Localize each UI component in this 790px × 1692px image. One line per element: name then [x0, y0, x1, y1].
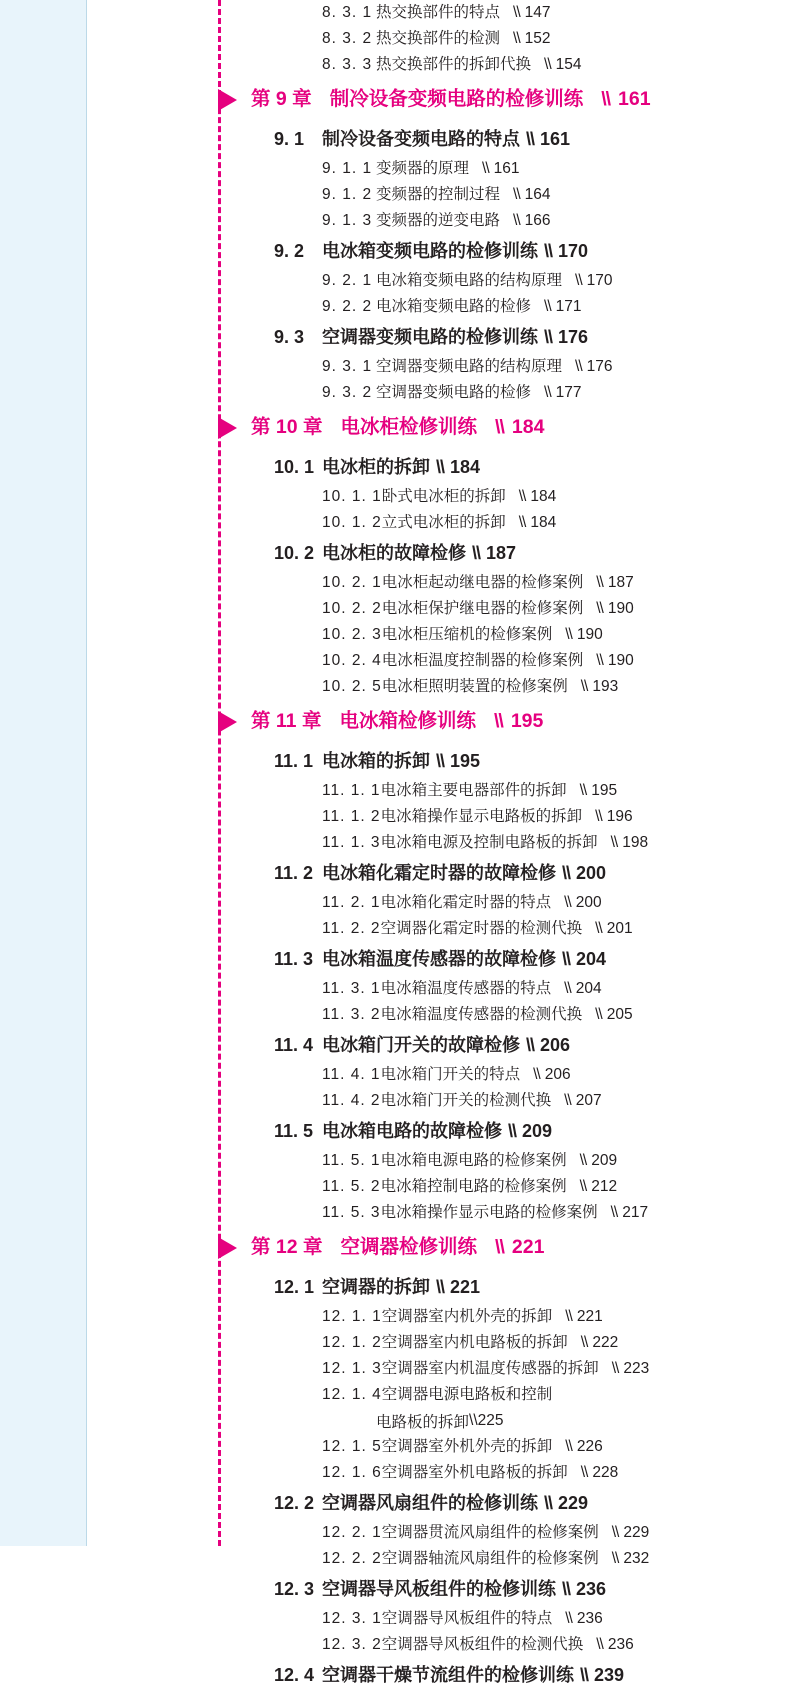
leader-separator: \\ [472, 543, 481, 563]
section-title: 空调器导风板组件的检修训练 [322, 1579, 556, 1599]
subsection-title: 电冰箱变频电路的检修 [376, 298, 532, 316]
subsection-page-number: 204 [575, 980, 602, 998]
chapter-title: 空调器检修训练 [340, 1236, 478, 1259]
section-title: 制冷设备变频电路的特点 [322, 129, 520, 149]
leader-separator: \\ [495, 416, 504, 439]
leader-separator: \\ [513, 30, 520, 48]
subsection-number: 10. 2. 3 [322, 626, 382, 644]
section-number: 9. 3 [274, 327, 305, 347]
section-title: 电冰箱门开关的故障检修 [322, 1035, 520, 1055]
section-title: 电冰箱温度传感器的故障检修 [322, 949, 556, 969]
subsection-title: 空调器化霜定时器的检测代换 [380, 920, 583, 938]
toc-subsection-entry[interactable] [322, 1148, 790, 1174]
subsection-number: 11. 1. 3 [322, 834, 381, 852]
leader-separator: \\ [544, 1493, 553, 1513]
subsection-title: 立式电冰柜的拆卸 [381, 514, 506, 532]
leader-separator: \\ [565, 1438, 572, 1456]
subsection-page-number: 201 [606, 920, 633, 938]
leader-separator: \\ [596, 1636, 603, 1654]
subsection-page-number: 221 [576, 1308, 603, 1326]
subsection-title: 电冰柜保护继电器的检修案例 [381, 600, 584, 618]
toc-section-entry[interactable] [274, 1658, 790, 1692]
subsection-number: 11. 2. 1 [322, 894, 381, 912]
leader-separator: \\ [565, 1308, 572, 1326]
leader-separator: \\ [493, 710, 503, 733]
toc-section-entry[interactable] [274, 1270, 790, 1304]
subsection-title: 变频器的逆变电路 [376, 212, 501, 230]
subsection-title: 空调器室外机外壳的拆卸 [381, 1438, 553, 1456]
subsection-title: 空调器变频电路的结构原理 [376, 358, 563, 376]
toc-subsection-entry[interactable] [322, 1330, 790, 1356]
leader-separator: \\ [580, 1665, 589, 1685]
toc-chapter-entry[interactable] [218, 406, 790, 450]
subsection-page-number: 154 [555, 56, 582, 74]
subsection-number: 11. 4. 1 [322, 1066, 381, 1084]
subsection-title: 电冰箱操作显示电路的检修案例 [380, 1204, 598, 1222]
chapter-title: 制冷设备变频电路的检修训练 [329, 88, 584, 111]
toc-subsection-entry[interactable] [322, 1632, 790, 1658]
section-number: 9. 1 [274, 129, 305, 149]
subsection-number: 11. 5. 2 [322, 1178, 381, 1196]
subsection-title: 电冰箱门开关的特点 [380, 1066, 521, 1084]
subsection-page-number: 207 [575, 1092, 602, 1110]
subsection-number: 9. 1. 2 [322, 186, 373, 204]
toc-subsection-entry[interactable] [322, 1434, 790, 1460]
subsection-title-continued: 电路板的拆卸 [376, 1414, 470, 1431]
leader-separator: \\ [513, 4, 520, 22]
chapter-number: 第 11 章 [251, 710, 322, 733]
leader-separator: \\ [544, 298, 551, 316]
subsection-title: 热交换部件的特点 [376, 4, 501, 22]
subsection-page-number: 177 [555, 384, 582, 402]
toc-subsection-entry[interactable] [322, 52, 790, 78]
toc-subsection-entry[interactable] [322, 674, 790, 700]
subsection-title: 变频器的原理 [376, 160, 470, 178]
subsection-number: 11. 1. 1 [322, 782, 381, 800]
toc-subsection-entry[interactable] [322, 830, 790, 856]
section-number: 12. 2 [274, 1493, 315, 1513]
toc-subsection-entry[interactable] [322, 0, 790, 26]
toc-subsection-entry[interactable] [322, 208, 790, 234]
subsection-page-number: 166 [524, 212, 551, 230]
toc-section-entry[interactable] [274, 942, 790, 976]
section-title: 空调器的拆卸 [322, 1277, 430, 1297]
toc-subsection-entry[interactable] [322, 156, 790, 182]
leader-separator: \\ [564, 894, 571, 912]
subsection-title: 空调器室内机温度传感器的拆卸 [381, 1360, 599, 1378]
leader-separator: \\ [495, 1236, 504, 1259]
section-number: 11. 4 [274, 1035, 314, 1055]
subsection-page-number: 171 [555, 298, 582, 316]
toc-section-entry[interactable] [274, 536, 790, 570]
toc-subsection-entry[interactable] [322, 510, 790, 536]
toc-subsection-entry[interactable] [322, 1002, 790, 1028]
subsection-number: 12. 3. 1 [322, 1610, 382, 1628]
leader-separator: \\ [580, 1334, 588, 1352]
toc-subsection-entry-continuation[interactable] [376, 1408, 790, 1434]
subsection-page-number: 190 [607, 652, 634, 670]
section-page-number: 206 [540, 1035, 571, 1055]
toc-subsection-entry[interactable] [322, 268, 790, 294]
subsection-number: 10. 1. 1 [322, 488, 382, 506]
leader-separator: \\ [579, 782, 587, 800]
leader-separator: \\ [518, 514, 526, 532]
toc-subsection-entry[interactable] [322, 976, 790, 1002]
section-page-number: 161 [540, 129, 571, 149]
toc-subsection-entry[interactable] [322, 648, 790, 674]
triangle-bullet-icon [218, 417, 237, 439]
subsection-title: 空调器电源电路板和控制 [381, 1386, 553, 1404]
section-page-number: 209 [522, 1121, 553, 1141]
subsection-title: 热交换部件的检测 [376, 30, 501, 48]
subsection-number: 11. 1. 2 [322, 808, 381, 826]
leader-separator: \\ [564, 980, 571, 998]
leader-separator: \\ [436, 1277, 445, 1297]
subsection-title: 变频器的控制过程 [376, 186, 501, 204]
subsection-number: 9. 3. 1 [322, 358, 373, 376]
subsection-number: 11. 5. 3 [322, 1204, 381, 1222]
subsection-number: 12. 1. 3 [322, 1360, 382, 1378]
subsection-number: 8. 3. 2 [322, 30, 373, 48]
leader-separator: \\ [596, 652, 603, 670]
subsection-title: 电冰箱温度传感器的特点 [380, 980, 552, 998]
section-number: 11. 2 [274, 863, 314, 883]
section-number: 9. 2 [274, 241, 305, 261]
subsection-page-number: 217 [622, 1204, 649, 1222]
toc-chapter-entry[interactable] [218, 700, 790, 744]
toc-subsection-entry[interactable] [322, 354, 790, 380]
toc-subsection-entry[interactable] [322, 804, 790, 830]
toc-section-entry[interactable] [274, 1572, 790, 1606]
toc-subsection-entry[interactable] [322, 1520, 790, 1546]
subsection-page-number: 184 [530, 514, 557, 532]
section-page-number: 239 [594, 1665, 625, 1685]
subsection-title: 空调器贯流风扇组件的检修案例 [381, 1524, 599, 1542]
triangle-bullet-icon [218, 89, 237, 111]
subsection-title: 空调器轴流风扇组件的检修案例 [381, 1550, 599, 1568]
leader-separator: \\ [610, 834, 618, 852]
subsection-number: 12. 1. 1 [322, 1308, 382, 1326]
subsection-title: 电冰箱操作显示电路板的拆卸 [380, 808, 583, 826]
chapter-page-number: 161 [618, 88, 651, 111]
subsection-number: 10. 2. 4 [322, 652, 382, 670]
subsection-title: 电冰箱电源电路的检修案例 [380, 1152, 567, 1170]
subsection-page-number: 195 [591, 782, 618, 800]
subsection-title: 电冰柜压缩机的检修案例 [381, 626, 553, 644]
toc-subsection-entry[interactable] [322, 1088, 790, 1114]
subsection-number: 10. 2. 2 [322, 600, 382, 618]
toc-subsection-entry[interactable] [322, 570, 790, 596]
leader-separator: \\ [518, 488, 526, 506]
section-number: 11. 1 [274, 751, 314, 771]
toc-section-entry[interactable] [274, 450, 790, 484]
subsection-page-number: 228 [592, 1464, 619, 1482]
subsection-number: 12. 2. 2 [322, 1550, 382, 1568]
subsection-number: 9. 3. 2 [322, 384, 373, 402]
section-number: 11. 3 [274, 949, 314, 969]
toc-subsection-entry[interactable] [322, 1062, 790, 1088]
section-title: 电冰柜的故障检修 [322, 543, 466, 563]
subsection-number: 12. 1. 6 [322, 1464, 382, 1482]
triangle-bullet-icon [218, 1237, 237, 1259]
subsection-page-number: 187 [607, 574, 634, 592]
section-page-number: 187 [486, 543, 517, 563]
leader-separator: \\ [565, 626, 572, 644]
subsection-title: 电冰柜照明装置的检修案例 [381, 678, 568, 696]
subsection-number: 12. 1. 4 [322, 1386, 382, 1404]
subsection-title: 热交换部件的拆卸代换 [376, 56, 532, 74]
section-number: 12. 1 [274, 1277, 315, 1297]
subsection-number: 11. 3. 2 [322, 1006, 381, 1024]
leader-separator: \\ [544, 56, 551, 74]
subsection-number: 11. 3. 1 [322, 980, 381, 998]
toc-subsection-entry[interactable] [322, 1174, 790, 1200]
subsection-number: 11. 4. 2 [322, 1092, 381, 1110]
leader-separator: \\ [595, 808, 602, 826]
subsection-number: 9. 2. 1 [322, 272, 373, 290]
leader-separator: \\ [580, 678, 588, 696]
subsection-title: 电冰柜温度控制器的检修案例 [381, 652, 584, 670]
section-page-number: 184 [450, 457, 481, 477]
subsection-number: 10. 1. 2 [322, 514, 382, 532]
leader-separator: \\ [611, 1524, 619, 1542]
leader-separator: \\ [562, 863, 571, 883]
section-title: 电冰箱的拆卸 [322, 751, 430, 771]
subsection-page-number: 164 [524, 186, 551, 204]
subsection-number: 8. 3. 3 [322, 56, 373, 74]
subsection-title: 空调器导风板组件的特点 [381, 1610, 553, 1628]
toc-section-entry[interactable] [274, 856, 790, 890]
toc-subsection-entry[interactable] [322, 1356, 790, 1382]
leader-separator: \\ [595, 920, 602, 938]
subsection-number: 11. 5. 1 [322, 1152, 381, 1170]
toc-section-entry[interactable] [274, 234, 790, 268]
subsection-number: 11. 2. 2 [322, 920, 381, 938]
subsection-title: 空调器导风板组件的检测代换 [381, 1636, 584, 1654]
section-page-number: 229 [558, 1493, 589, 1513]
toc-subsection-entry[interactable] [322, 26, 790, 52]
toc-subsection-entry[interactable] [322, 1304, 790, 1330]
leader-separator: \\ [562, 949, 571, 969]
toc-subsection-entry[interactable] [322, 182, 790, 208]
section-number: 12. 3 [274, 1579, 315, 1599]
leader-separator: \\ [469, 1412, 478, 1429]
chapter-page-number: 195 [510, 710, 544, 733]
subsection-title: 电冰箱主要电器部件的拆卸 [380, 782, 567, 800]
section-number: 10. 2 [274, 543, 315, 563]
toc-subsection-entry[interactable] [322, 1606, 790, 1632]
section-number: 12. 4 [274, 1665, 315, 1685]
section-number: 11. 5 [274, 1121, 314, 1141]
subsection-number: 12. 1. 2 [322, 1334, 382, 1352]
subsection-page-number: 209 [591, 1152, 618, 1170]
leader-separator: \\ [544, 384, 551, 402]
toc-subsection-entry[interactable] [322, 294, 790, 320]
section-title: 电冰箱化霜定时器的故障检修 [322, 863, 556, 883]
subsection-page-number: 232 [623, 1550, 650, 1568]
subsection-page-number: 190 [576, 626, 603, 644]
subsection-title: 空调器室内机外壳的拆卸 [381, 1308, 553, 1326]
toc-subsection-entry[interactable] [322, 1460, 790, 1486]
leader-separator: \\ [436, 457, 445, 477]
leader-separator: \\ [611, 1550, 619, 1568]
section-title: 空调器变频电路的检修训练 [322, 327, 538, 347]
toc-subsection-entry[interactable] [322, 596, 790, 622]
leader-separator: \\ [564, 1092, 571, 1110]
toc-subsection-entry[interactable] [322, 1382, 790, 1408]
subsection-page-number: 176 [586, 358, 613, 376]
triangle-bullet-icon [218, 711, 237, 733]
subsection-number: 10. 2. 1 [322, 574, 382, 592]
subsection-title: 电冰箱电源及控制电路板的拆卸 [380, 834, 598, 852]
subsection-page-number: 205 [606, 1006, 633, 1024]
section-page-number: 221 [450, 1277, 481, 1297]
section-number: 10. 1 [274, 457, 315, 477]
subsection-number: 12. 1. 5 [322, 1438, 382, 1456]
toc-subsection-entry[interactable] [322, 778, 790, 804]
leader-separator: \\ [544, 327, 553, 347]
leader-separator: \\ [579, 1178, 587, 1196]
section-title: 电冰柜的拆卸 [322, 457, 430, 477]
subsection-title: 电冰箱控制电路的检修案例 [380, 1178, 567, 1196]
subsection-title: 电冰箱化霜定时器的特点 [380, 894, 552, 912]
section-title: 空调器干燥节流组件的检修训练 [322, 1665, 574, 1685]
toc-subsection-entry[interactable] [322, 484, 790, 510]
subsection-number: 12. 2. 1 [322, 1524, 382, 1542]
subsection-page-number: 206 [544, 1066, 571, 1084]
leader-separator: \\ [601, 88, 611, 111]
section-page-number: 195 [450, 751, 481, 771]
subsection-title: 电冰箱温度传感器的检测代换 [380, 1006, 583, 1024]
leader-separator: \\ [513, 212, 520, 230]
subsection-page-number: 198 [622, 834, 649, 852]
leader-separator: \\ [562, 1579, 571, 1599]
subsection-page-number: 225 [477, 1412, 504, 1429]
subsection-title: 卧式电冰柜的拆卸 [381, 488, 506, 506]
subsection-page-number: 226 [576, 1438, 603, 1456]
leader-separator: \\ [533, 1066, 540, 1084]
toc-section-entry[interactable] [274, 1114, 790, 1148]
chapter-page-number: 184 [511, 416, 545, 439]
subsection-title: 空调器变频电路的检修 [376, 384, 532, 402]
leader-separator: \\ [508, 1121, 517, 1141]
toc-subsection-entry[interactable] [322, 1200, 790, 1226]
subsection-number: 8. 3. 1 [322, 4, 373, 22]
chapter-title: 电冰柜检修训练 [340, 416, 478, 439]
leader-separator: \\ [575, 358, 582, 376]
subsection-page-number: 147 [524, 4, 551, 22]
toc-subsection-entry[interactable] [322, 380, 790, 406]
leader-separator: \\ [526, 1035, 535, 1055]
subsection-page-number: 152 [524, 30, 551, 48]
subsection-number: 9. 1. 3 [322, 212, 373, 230]
subsection-title: 电冰箱变频电路的结构原理 [376, 272, 563, 290]
subsection-page-number: 170 [586, 272, 613, 290]
toc-section-entry[interactable] [274, 1486, 790, 1520]
section-page-number: 204 [576, 949, 607, 969]
leader-separator: \\ [526, 129, 535, 149]
toc-subsection-entry[interactable] [322, 622, 790, 648]
subsection-page-number: 236 [607, 1636, 634, 1654]
leader-separator: \\ [596, 574, 603, 592]
section-title: 空调器风扇组件的检修训练 [322, 1493, 538, 1513]
subsection-page-number: 236 [576, 1610, 603, 1628]
leader-separator: \\ [595, 1006, 602, 1024]
toc-section-entry[interactable] [274, 744, 790, 778]
subsection-page-number: 161 [493, 160, 520, 178]
chapter-number: 第 10 章 [251, 416, 323, 439]
subsection-page-number: 223 [623, 1360, 650, 1378]
leader-separator: \\ [436, 751, 445, 771]
section-page-number: 170 [558, 241, 589, 261]
subsection-page-number: 229 [623, 1524, 650, 1542]
subsection-number: 9. 2. 2 [322, 298, 373, 316]
subsection-title: 空调器室外机电路板的拆卸 [381, 1464, 568, 1482]
leader-separator: \\ [611, 1360, 619, 1378]
subsection-number: 10. 2. 5 [322, 678, 382, 696]
leader-separator: \\ [482, 160, 489, 178]
leader-separator: \\ [580, 1464, 588, 1482]
toc-chapter-entry[interactable] [218, 1226, 790, 1270]
subsection-title: 电冰箱门开关的检测代换 [380, 1092, 552, 1110]
subsection-page-number: 222 [592, 1334, 619, 1352]
leader-separator: \\ [579, 1152, 587, 1170]
toc-subsection-entry[interactable] [322, 890, 790, 916]
section-page-number: 176 [558, 327, 589, 347]
subsection-page-number: 212 [591, 1178, 618, 1196]
section-page-number: 200 [576, 863, 607, 883]
chapter-title: 电冰箱检修训练 [339, 710, 476, 733]
chapter-page-number: 221 [511, 1236, 545, 1259]
leader-separator: \\ [596, 600, 603, 618]
toc-section-entry[interactable] [274, 122, 790, 156]
section-title: 电冰箱电路的故障检修 [322, 1121, 502, 1141]
subsection-number: 9. 1. 1 [322, 160, 373, 178]
toc-subsection-entry[interactable] [322, 916, 790, 942]
leader-separator: \\ [610, 1204, 618, 1222]
subsection-page-number: 190 [607, 600, 634, 618]
toc-chapter-entry[interactable] [218, 78, 790, 122]
chapter-number: 第 12 章 [251, 1236, 323, 1259]
subsection-page-number: 196 [606, 808, 633, 826]
subsection-number: 12. 3. 2 [322, 1636, 382, 1654]
section-page-number: 236 [576, 1579, 607, 1599]
leader-separator: \\ [565, 1610, 572, 1628]
subsection-page-number: 184 [530, 488, 557, 506]
subsection-page-number: 193 [592, 678, 619, 696]
chapter-number: 第 9 章 [251, 88, 312, 111]
leader-separator: \\ [513, 186, 520, 204]
leader-separator: \\ [575, 272, 582, 290]
subsection-page-number: 200 [575, 894, 602, 912]
subsection-title: 电冰柜起动继电器的检修案例 [381, 574, 584, 592]
toc-subsection-entry[interactable] [322, 1546, 790, 1572]
subsection-title: 空调器室内机电路板的拆卸 [381, 1334, 568, 1352]
leader-separator: \\ [544, 241, 553, 261]
toc-section-entry[interactable] [274, 1028, 790, 1062]
section-title: 电冰箱变频电路的检修训练 [322, 241, 538, 261]
toc-section-entry[interactable] [274, 320, 790, 354]
